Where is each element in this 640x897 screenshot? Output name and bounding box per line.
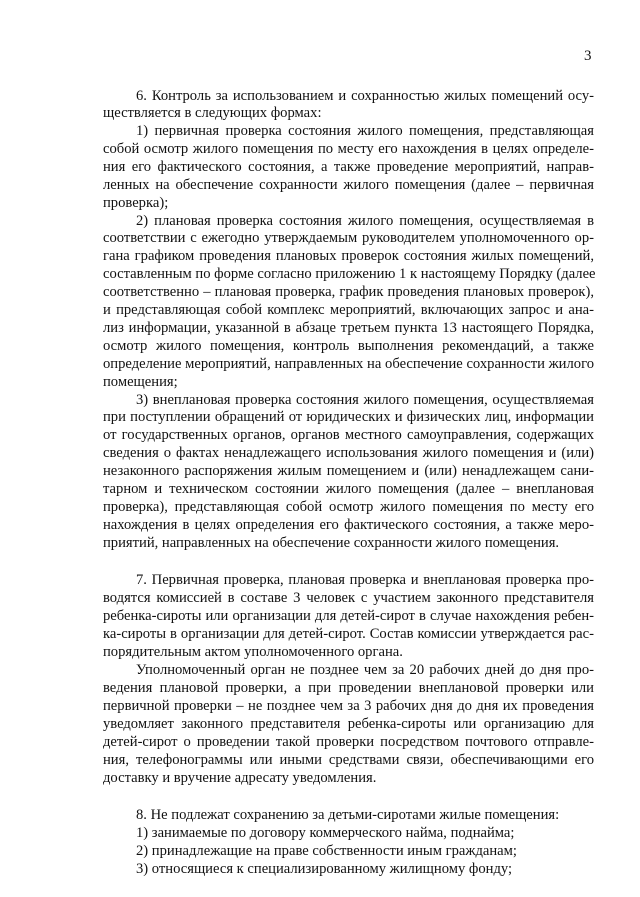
text-line: ка-сироты в организации для детей-сирот. Состав комиссии утверждается рас- [103,626,594,642]
text-line: лиз информации, указанной в абзаце третьем пункта 13 настоящего Порядка, [103,320,594,336]
text-line: приятий, направленных на обеспечение сохранности жилого помещения. [103,535,560,551]
text-line: ленных на обеспечение сохранности жилого помещения (далее – первичная [103,177,594,193]
text-line: при поступлении обращений от юридических и физических лиц, информации [103,409,594,425]
text-line: соответствии с ежегодно утверждаемым руководителем уполномоченного ор- [103,230,594,246]
page-number: 3 [584,48,592,64]
text-line: 1) первичная проверка состояния жилого помещения, представляющая [136,123,594,139]
text-line: проверка); [103,195,169,211]
text-line: составленным по форме согласно приложению 1 к настоящему Порядку (далее [103,266,596,282]
text-line: собой осмотр жилого помещения по месту его нахождения в целях определе- [103,141,594,157]
text-line: определение мероприятий, направленных на обеспечение сохранности жилого [103,356,594,372]
text-line: соответственно – плановая проверка, график проведения плановых проверок), [103,284,594,300]
text-line: осмотр жилого помещения, контроль выполнения рекомендаций, а также [103,338,594,354]
text-line: незаконного распоряжения жилым помещением и (или) ненадлежащем сани- [103,463,594,479]
text-line: тарном и техническом состоянии жилого помещения (далее – внеплановая [103,481,594,497]
text-line: сведения о фактах ненадлежащего использования жилого помещения и (или) [103,445,594,461]
text-line: и представляющая собой комплекс мероприятий, включающих запрос и ана- [103,302,594,318]
text-line: первичной проверки – не позднее чем за 3 рабочих дня до дня их проведения [103,698,594,714]
text-line: 2) принадлежащие на праве собственности иным гражданам; [136,843,517,859]
text-line: порядительным актом уполномоченного органа. [103,644,403,660]
text-line: уведомляет законного представителя ребенка-сироты или организацию для [103,716,594,732]
text-line: от государственных органов, органов местного самоуправления, содержащих [103,427,594,443]
text-line: помещения; [103,374,178,390]
text-line: 1) занимаемые по договору коммерческого найма, поднайма; [136,825,515,841]
text-line: ребенка-сироты или организации для детей-сирот в случае нахождения ребен- [103,608,594,624]
text-line: ния, телефонограммы или иными средствами связи, обеспечивающими его [103,752,594,768]
text-line: 3) относящиеся к специализированному жилищному фонду; [136,861,513,877]
text-line: водятся комиссией в составе 3 человек с участием законного представителя [103,590,594,606]
text-line: ществляется в следующих формах: [103,105,322,121]
text-line: нахождения в целях определения его фактического состояния, а также меро- [103,517,594,533]
text-line: Уполномоченный орган не позднее чем за 20 рабочих дней до дня про- [136,662,594,678]
text-line: 6. Контроль за использованием и сохранностью жилых помещений осу- [136,88,594,104]
text-line: 2) плановая проверка состояния жилого помещения, осуществляемая в [136,213,594,229]
text-line: гана графиком проведения плановых проверок состояния жилых помещений, [103,248,594,264]
text-line: 3) внеплановая проверка состояния жилого помещения, осуществляемая [136,392,594,408]
text-line: ния его фактического состояния, а также проведение мероприятий, направ- [103,159,594,175]
text-line: доставку и вручение адресату уведомления. [103,770,377,786]
text-line: 7. Первичная проверка, плановая проверка и внеплановая проверка про- [136,572,594,588]
text-line: проверка), представляющая собой осмотр жилого помещения по месту его [103,499,594,515]
text-line: 8. Не подлежат сохранению за детьми-сиротами жилые помещения: [136,807,560,823]
text-line: детей-сирот о проведении такой проверки посредством почтового отправле- [103,734,594,750]
text-line: ведения плановой проверки, а при проведении внеплановой проверки или [103,680,594,696]
